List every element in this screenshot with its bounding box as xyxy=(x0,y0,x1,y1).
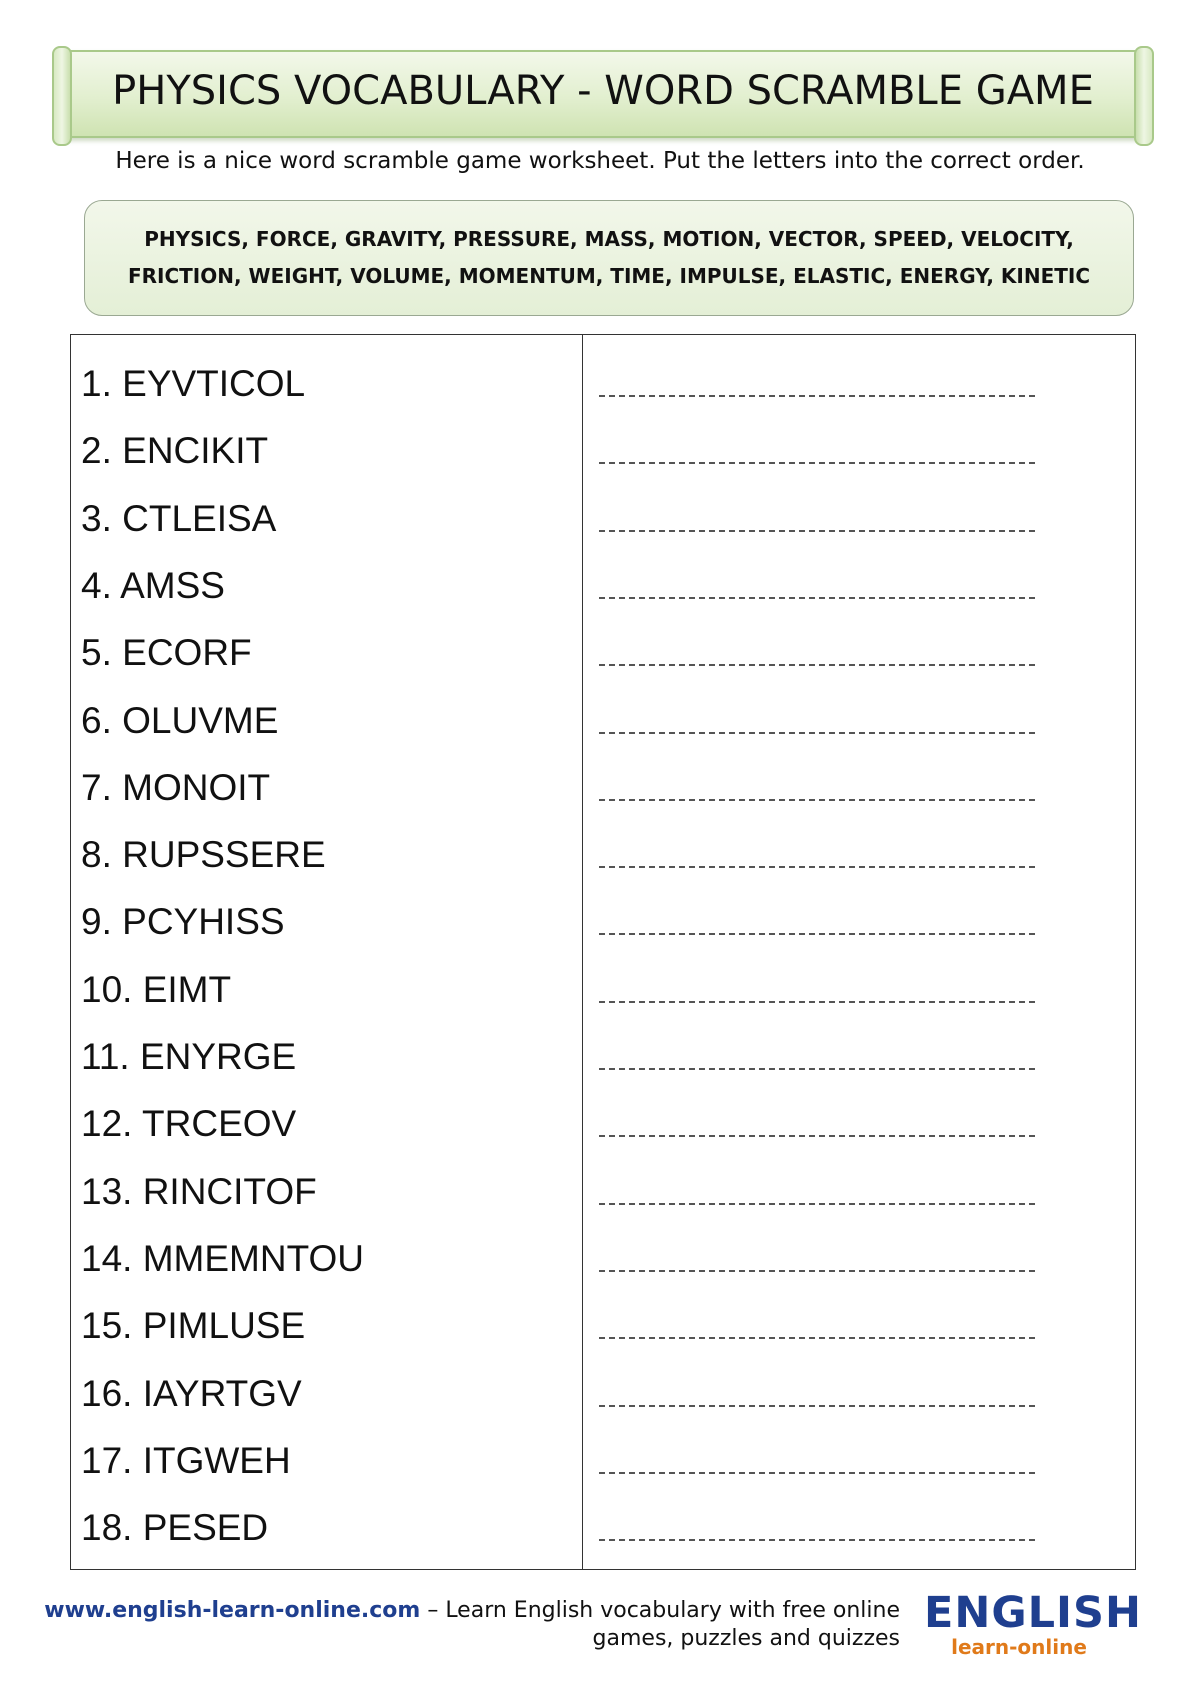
scrambled-word: 8. RUPSSERE xyxy=(81,834,326,876)
table-row xyxy=(71,1430,1135,1497)
scrambled-word: 1. EYVTICOL xyxy=(81,363,306,404)
answer-blank[interactable] xyxy=(599,462,1035,464)
intro-text: Here is a nice word scramble game worksheet. Put the letters into the correct order. xyxy=(115,148,1085,174)
scrambled-word: 13. RINCITOF xyxy=(81,1170,317,1212)
table-row xyxy=(71,891,1135,958)
table-row xyxy=(71,757,1135,824)
scrambled-word: 7. MONOIT xyxy=(81,766,271,808)
answer-blank[interactable] xyxy=(599,1270,1035,1272)
scrambled-word: 12. TRCEOV xyxy=(81,1103,297,1145)
word-bank-box xyxy=(84,200,1134,316)
answer-blank[interactable] xyxy=(599,395,1035,397)
footer-tagline-1: – Learn English vocabulary with free online xyxy=(420,1598,900,1623)
answer-blank[interactable] xyxy=(599,664,1035,666)
footer-text xyxy=(40,1597,900,1653)
brand-logo xyxy=(924,1588,1143,1659)
answer-blank[interactable] xyxy=(599,1001,1035,1003)
table-row xyxy=(71,488,1135,555)
scrambled-word: 17. ITGWEH xyxy=(81,1439,291,1481)
table-row xyxy=(71,1363,1135,1430)
word-bank-line-2: FRICTION, WEIGHT, VOLUME, MOMENTUM, TIME, IMPULSE, ELASTIC, ENERGY, KINETIC xyxy=(127,264,1091,288)
answer-blank[interactable] xyxy=(599,1405,1035,1407)
scrambled-word: 16. IAYRTGV xyxy=(81,1372,302,1414)
table-row xyxy=(71,690,1135,757)
scrambled-word: 4. AMSS xyxy=(81,564,225,606)
answer-blank[interactable] xyxy=(599,597,1035,599)
scrambled-word: 2. ENCIKIT xyxy=(81,430,269,472)
answer-blank[interactable] xyxy=(599,799,1035,801)
logo-english: ENGLISH xyxy=(924,1588,1143,1638)
title-banner xyxy=(58,50,1148,138)
answer-blank[interactable] xyxy=(599,1472,1035,1474)
table-row xyxy=(71,555,1135,622)
table-row xyxy=(71,353,1135,420)
answer-blank[interactable] xyxy=(599,866,1035,868)
table-row xyxy=(71,824,1135,891)
scrambled-word: 9. PCYHISS xyxy=(81,901,285,943)
answer-blank[interactable] xyxy=(599,1337,1035,1339)
footer-url-link[interactable]: www.english-learn-online.com xyxy=(44,1598,421,1623)
scrambled-word: 6. OLUVME xyxy=(81,699,279,741)
scramble-table xyxy=(70,334,1136,1570)
table-row xyxy=(71,1497,1135,1564)
table-row xyxy=(71,1161,1135,1228)
answer-blank[interactable] xyxy=(599,1135,1035,1137)
answer-blank[interactable] xyxy=(599,530,1035,532)
scrambled-word: 15. PIMLUSE xyxy=(81,1305,306,1347)
answer-blank[interactable] xyxy=(599,933,1035,935)
table-row xyxy=(71,622,1135,689)
table-row xyxy=(71,1295,1135,1362)
table-row xyxy=(71,959,1135,1026)
table-row xyxy=(71,420,1135,487)
word-bank-line-1: PHYSICS, FORCE, GRAVITY, PRESSURE, MASS, MOTION, VECTOR, SPEED, VELOCITY, xyxy=(144,227,1074,251)
scrambled-word: 5. ECORF xyxy=(81,632,252,674)
scrambled-word: 11. ENYRGE xyxy=(81,1036,297,1077)
scrambled-word: 3. CTLEISA xyxy=(81,497,277,539)
footer-tagline-2: games, puzzles and quizzes xyxy=(592,1626,900,1651)
table-row xyxy=(71,1026,1135,1093)
table-row xyxy=(71,1093,1135,1160)
answer-blank[interactable] xyxy=(599,732,1035,734)
logo-learn-online: learn-online xyxy=(951,1635,1087,1659)
table-row xyxy=(71,1228,1135,1295)
answer-blank[interactable] xyxy=(599,1203,1035,1205)
scrambled-word: 14. MMEMNTOU xyxy=(81,1237,365,1279)
scrambled-word: 10. EIMT xyxy=(81,968,232,1010)
scrambled-word: 18. PESED xyxy=(81,1507,269,1549)
page-title: PHYSICS VOCABULARY - WORD SCRAMBLE GAME xyxy=(112,68,1094,114)
answer-blank[interactable] xyxy=(599,1539,1035,1541)
answer-blank[interactable] xyxy=(599,1068,1035,1070)
